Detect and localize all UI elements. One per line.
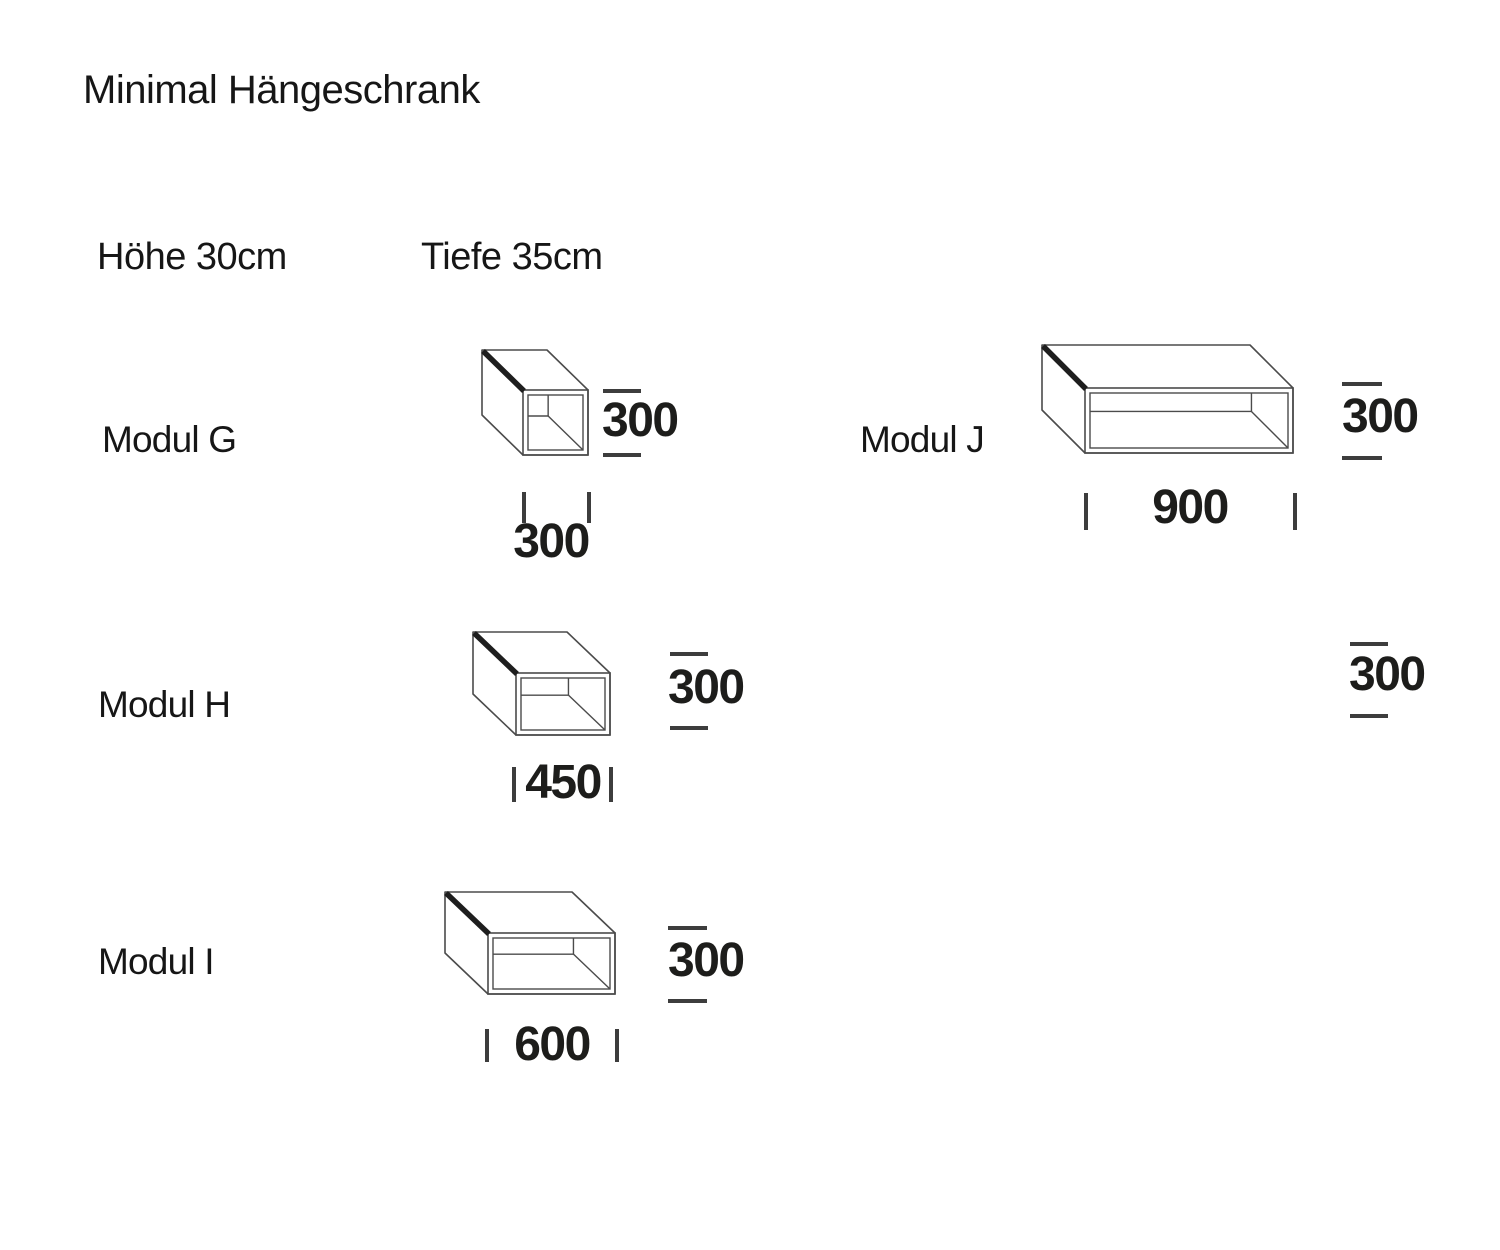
module-label-g: Modul G: [102, 419, 237, 460]
module-h-drawing: [473, 632, 610, 735]
module-g-drawing: [482, 350, 588, 455]
extra-height-value: 300: [1349, 648, 1425, 701]
page-title: Minimal Hängeschrank: [83, 68, 480, 112]
module-i-width-value: 600: [514, 1018, 590, 1071]
module-i-height-value: 300: [668, 934, 744, 987]
module-g-width-value: 300: [513, 515, 589, 568]
module-h-width-value: 450: [525, 756, 601, 809]
dimension-ticks: [487, 384, 1388, 1062]
module-label-j: Modul J: [860, 419, 984, 460]
module-j-width-value: 900: [1152, 481, 1228, 534]
spec-height-label: Höhe 30cm: [97, 236, 287, 278]
module-i-drawing: [445, 892, 615, 994]
module-j-drawing: [1042, 345, 1293, 453]
spec-depth-label: Tiefe 35cm: [421, 236, 603, 278]
module-h-height-value: 300: [668, 661, 744, 714]
module-label-i: Modul I: [98, 941, 214, 982]
module-label-h: Modul H: [98, 684, 231, 725]
module-j-height-value: 300: [1342, 390, 1418, 443]
module-g-height-value: 300: [602, 394, 678, 447]
